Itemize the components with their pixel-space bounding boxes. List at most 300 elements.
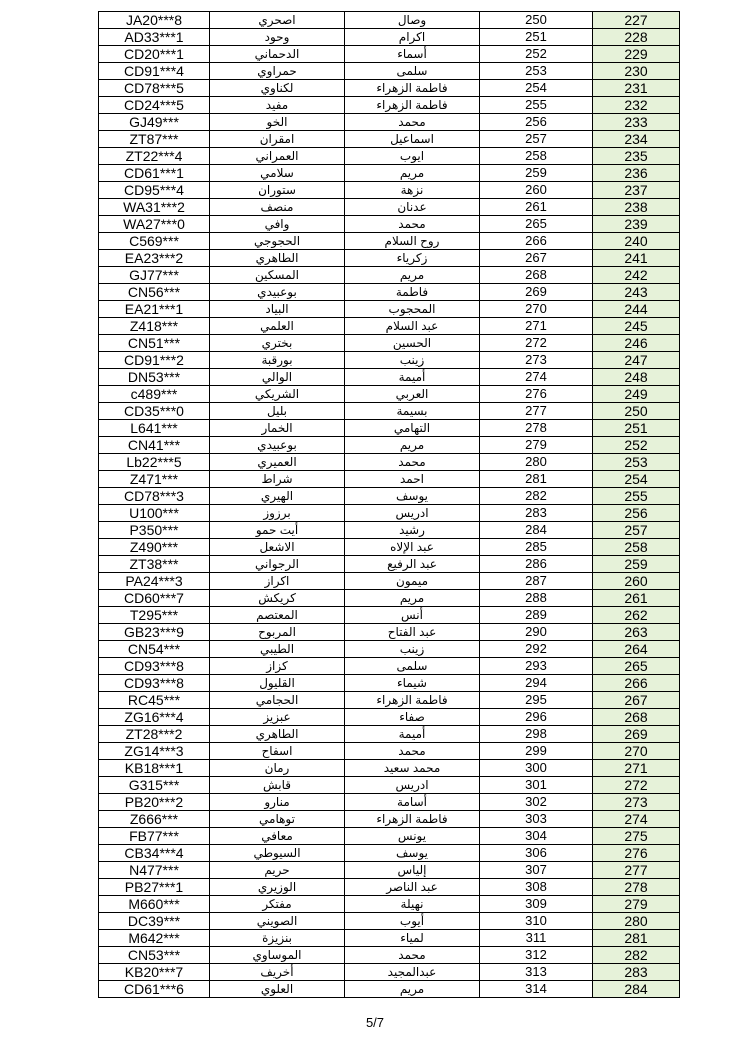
index-cell: 242 — [593, 267, 680, 284]
first-name-cell: أنس — [345, 607, 480, 624]
first-name-cell: محمد سعيد — [345, 760, 480, 777]
last-name-cell: الشريكي — [210, 386, 345, 403]
code-cell: FB77*** — [99, 828, 210, 845]
table-row — [99, 539, 680, 556]
first-name-cell: أسماء — [345, 46, 480, 63]
number-cell: 306 — [480, 845, 593, 862]
number-cell: 314 — [480, 981, 593, 998]
number-cell: 288 — [480, 590, 593, 607]
table-row — [99, 522, 680, 539]
last-name-cell: الطاهري — [210, 726, 345, 743]
table-row — [99, 607, 680, 624]
first-name-cell: نزهة — [345, 182, 480, 199]
code-cell: Z666*** — [99, 811, 210, 828]
code-cell: CD20***1 — [99, 46, 210, 63]
index-cell: 265 — [593, 658, 680, 675]
first-name-cell: الحسين — [345, 335, 480, 352]
table-row — [99, 165, 680, 182]
index-cell: 248 — [593, 369, 680, 386]
last-name-cell: وحود — [210, 29, 345, 46]
number-cell: 298 — [480, 726, 593, 743]
index-cell: 269 — [593, 726, 680, 743]
table-row — [99, 488, 680, 505]
table-row — [99, 63, 680, 80]
code-cell: PB27***1 — [99, 879, 210, 896]
number-cell: 283 — [480, 505, 593, 522]
table-row — [99, 250, 680, 267]
candidates-table — [98, 11, 680, 998]
number-cell: 276 — [480, 386, 593, 403]
last-name-cell: الهيري — [210, 488, 345, 505]
first-name-cell: ايوب — [345, 148, 480, 165]
code-cell: CD78***3 — [99, 488, 210, 505]
first-name-cell: محمد — [345, 216, 480, 233]
index-cell: 273 — [593, 794, 680, 811]
table-row — [99, 709, 680, 726]
first-name-cell: شيماء — [345, 675, 480, 692]
number-cell: 304 — [480, 828, 593, 845]
index-cell: 258 — [593, 539, 680, 556]
table-row — [99, 641, 680, 658]
number-cell: 277 — [480, 403, 593, 420]
index-cell: 284 — [593, 981, 680, 998]
index-cell: 257 — [593, 522, 680, 539]
last-name-cell: أيت حمو — [210, 522, 345, 539]
index-cell: 262 — [593, 607, 680, 624]
first-name-cell: مريم — [345, 267, 480, 284]
number-cell: 274 — [480, 369, 593, 386]
last-name-cell: الطيبي — [210, 641, 345, 658]
last-name-cell: بختري — [210, 335, 345, 352]
number-cell: 287 — [480, 573, 593, 590]
first-name-cell: يونس — [345, 828, 480, 845]
first-name-cell: يوسف — [345, 488, 480, 505]
number-cell: 280 — [480, 454, 593, 471]
last-name-cell: عبزيز — [210, 709, 345, 726]
number-cell: 269 — [480, 284, 593, 301]
table-row — [99, 437, 680, 454]
last-name-cell: لكناوي — [210, 80, 345, 97]
table-row — [99, 794, 680, 811]
last-name-cell: الصويني — [210, 913, 345, 930]
table-row — [99, 114, 680, 131]
table-row — [99, 913, 680, 930]
last-name-cell: الدحماني — [210, 46, 345, 63]
first-name-cell: إلياس — [345, 862, 480, 879]
index-cell: 256 — [593, 505, 680, 522]
table-row — [99, 403, 680, 420]
index-cell: 275 — [593, 828, 680, 845]
first-name-cell: أميمة — [345, 726, 480, 743]
table-row — [99, 743, 680, 760]
index-cell: 274 — [593, 811, 680, 828]
last-name-cell: المسكين — [210, 267, 345, 284]
code-cell: M642*** — [99, 930, 210, 947]
table-row — [99, 182, 680, 199]
code-cell: CD61***1 — [99, 165, 210, 182]
code-cell: T295*** — [99, 607, 210, 624]
code-cell: CD95***4 — [99, 182, 210, 199]
code-cell: G315*** — [99, 777, 210, 794]
index-cell: 236 — [593, 165, 680, 182]
last-name-cell: المربوح — [210, 624, 345, 641]
first-name-cell: ميمون — [345, 573, 480, 590]
table-row — [99, 216, 680, 233]
first-name-cell: اكرام — [345, 29, 480, 46]
last-name-cell: القليول — [210, 675, 345, 692]
table-row — [99, 930, 680, 947]
number-cell: 251 — [480, 29, 593, 46]
table-row — [99, 675, 680, 692]
code-cell: CD78***5 — [99, 80, 210, 97]
table-row — [99, 420, 680, 437]
code-cell: ZG16***4 — [99, 709, 210, 726]
last-name-cell: بوعبيدي — [210, 437, 345, 454]
first-name-cell: احمد — [345, 471, 480, 488]
code-cell: GJ77*** — [99, 267, 210, 284]
index-cell: 251 — [593, 420, 680, 437]
index-cell: 279 — [593, 896, 680, 913]
code-cell: GJ49*** — [99, 114, 210, 131]
first-name-cell: رشيد — [345, 522, 480, 539]
last-name-cell: بورقبة — [210, 352, 345, 369]
last-name-cell: المعتصم — [210, 607, 345, 624]
last-name-cell: اكراز — [210, 573, 345, 590]
code-cell: Lb22***5 — [99, 454, 210, 471]
table-row — [99, 590, 680, 607]
number-cell: 281 — [480, 471, 593, 488]
number-cell: 260 — [480, 182, 593, 199]
last-name-cell: كريكش — [210, 590, 345, 607]
code-cell: CD61***6 — [99, 981, 210, 998]
code-cell: WA27***0 — [99, 216, 210, 233]
last-name-cell: مفيد — [210, 97, 345, 114]
code-cell: ZT22***4 — [99, 148, 210, 165]
number-cell: 309 — [480, 896, 593, 913]
code-cell: KB20***7 — [99, 964, 210, 981]
first-name-cell: المحجوب — [345, 301, 480, 318]
last-name-cell: بنزيزة — [210, 930, 345, 947]
code-cell: CD24***5 — [99, 97, 210, 114]
candidates-table-body — [99, 12, 680, 998]
first-name-cell: فاطمة الزهراء — [345, 811, 480, 828]
last-name-cell: حريم — [210, 862, 345, 879]
index-cell: 238 — [593, 199, 680, 216]
table-row — [99, 811, 680, 828]
index-cell: 263 — [593, 624, 680, 641]
first-name-cell: عبد الرفيع — [345, 556, 480, 573]
code-cell: ZT28***2 — [99, 726, 210, 743]
index-cell: 243 — [593, 284, 680, 301]
number-cell: 272 — [480, 335, 593, 352]
last-name-cell: الحجامي — [210, 692, 345, 709]
last-name-cell: العلمي — [210, 318, 345, 335]
first-name-cell: عبد الفتاح — [345, 624, 480, 641]
index-cell: 250 — [593, 403, 680, 420]
first-name-cell: أسامة — [345, 794, 480, 811]
last-name-cell: منصف — [210, 199, 345, 216]
last-name-cell: العمراني — [210, 148, 345, 165]
index-cell: 246 — [593, 335, 680, 352]
table-row — [99, 879, 680, 896]
number-cell: 310 — [480, 913, 593, 930]
first-name-cell: زكرياء — [345, 250, 480, 267]
last-name-cell: العميري — [210, 454, 345, 471]
last-name-cell: مفتكر — [210, 896, 345, 913]
index-cell: 230 — [593, 63, 680, 80]
number-cell: 273 — [480, 352, 593, 369]
table-row — [99, 199, 680, 216]
number-cell: 294 — [480, 675, 593, 692]
table-row — [99, 573, 680, 590]
index-cell: 278 — [593, 879, 680, 896]
last-name-cell: امقران — [210, 131, 345, 148]
index-cell: 270 — [593, 743, 680, 760]
first-name-cell: روح السلام — [345, 233, 480, 250]
last-name-cell: توهامي — [210, 811, 345, 828]
last-name-cell: كزاز — [210, 658, 345, 675]
first-name-cell: سلمى — [345, 63, 480, 80]
first-name-cell: صفاء — [345, 709, 480, 726]
table-row — [99, 80, 680, 97]
index-cell: 260 — [593, 573, 680, 590]
index-cell: 276 — [593, 845, 680, 862]
first-name-cell: عبدالمجيد — [345, 964, 480, 981]
code-cell: N477*** — [99, 862, 210, 879]
index-cell: 264 — [593, 641, 680, 658]
code-cell: CD93***8 — [99, 675, 210, 692]
number-cell: 303 — [480, 811, 593, 828]
table-row — [99, 233, 680, 250]
number-cell: 252 — [480, 46, 593, 63]
table-row — [99, 386, 680, 403]
last-name-cell: العلوي — [210, 981, 345, 998]
index-cell: 234 — [593, 131, 680, 148]
number-cell: 295 — [480, 692, 593, 709]
first-name-cell: محمد — [345, 947, 480, 964]
code-cell: CD93***8 — [99, 658, 210, 675]
table-row — [99, 845, 680, 862]
index-cell: 231 — [593, 80, 680, 97]
index-cell: 227 — [593, 12, 680, 29]
first-name-cell: وصال — [345, 12, 480, 29]
code-cell: M660*** — [99, 896, 210, 913]
last-name-cell: شراط — [210, 471, 345, 488]
first-name-cell: مريم — [345, 437, 480, 454]
table-row — [99, 896, 680, 913]
first-name-cell: مريم — [345, 981, 480, 998]
table-row — [99, 301, 680, 318]
last-name-cell: الاشعل — [210, 539, 345, 556]
table-row — [99, 352, 680, 369]
first-name-cell: يوسف — [345, 845, 480, 862]
table-row — [99, 97, 680, 114]
code-cell: U100*** — [99, 505, 210, 522]
number-cell: 286 — [480, 556, 593, 573]
first-name-cell: عدنان — [345, 199, 480, 216]
number-cell: 255 — [480, 97, 593, 114]
last-name-cell: الموساوي — [210, 947, 345, 964]
number-cell: 290 — [480, 624, 593, 641]
number-cell: 285 — [480, 539, 593, 556]
index-cell: 261 — [593, 590, 680, 607]
number-cell: 289 — [480, 607, 593, 624]
table-row — [99, 692, 680, 709]
index-cell: 282 — [593, 947, 680, 964]
first-name-cell: بسيمة — [345, 403, 480, 420]
first-name-cell: عبد السلام — [345, 318, 480, 335]
table-row — [99, 471, 680, 488]
index-cell: 283 — [593, 964, 680, 981]
first-name-cell: محمد — [345, 114, 480, 131]
first-name-cell: لمياء — [345, 930, 480, 947]
code-cell: PB20***2 — [99, 794, 210, 811]
index-cell: 249 — [593, 386, 680, 403]
code-cell: CB34***4 — [99, 845, 210, 862]
table-row — [99, 947, 680, 964]
last-name-cell: الوالي — [210, 369, 345, 386]
index-cell: 228 — [593, 29, 680, 46]
number-cell: 268 — [480, 267, 593, 284]
table-row — [99, 454, 680, 471]
code-cell: JA20***8 — [99, 12, 210, 29]
last-name-cell: بوعبيدي — [210, 284, 345, 301]
number-cell: 282 — [480, 488, 593, 505]
number-cell: 265 — [480, 216, 593, 233]
first-name-cell: محمد — [345, 743, 480, 760]
number-cell: 254 — [480, 80, 593, 97]
first-name-cell: فاطمة الزهراء — [345, 80, 480, 97]
code-cell: Z490*** — [99, 539, 210, 556]
first-name-cell: فاطمة — [345, 284, 480, 301]
code-cell: DC39*** — [99, 913, 210, 930]
number-cell: 299 — [480, 743, 593, 760]
table-row — [99, 981, 680, 998]
code-cell: ZG14***3 — [99, 743, 210, 760]
table-row — [99, 556, 680, 573]
table-row — [99, 777, 680, 794]
table-row — [99, 369, 680, 386]
first-name-cell: نهيلة — [345, 896, 480, 913]
number-cell: 257 — [480, 131, 593, 148]
table-row — [99, 148, 680, 165]
code-cell: CD35***0 — [99, 403, 210, 420]
code-cell: Z471*** — [99, 471, 210, 488]
table-row — [99, 46, 680, 63]
last-name-cell: وافي — [210, 216, 345, 233]
index-cell: 277 — [593, 862, 680, 879]
index-cell: 229 — [593, 46, 680, 63]
table-row — [99, 505, 680, 522]
code-cell: ZT38*** — [99, 556, 210, 573]
first-name-cell: زينب — [345, 641, 480, 658]
code-cell: c489*** — [99, 386, 210, 403]
first-name-cell: عبد الناصر — [345, 879, 480, 896]
code-cell: KB18***1 — [99, 760, 210, 777]
table-row — [99, 862, 680, 879]
first-name-cell: اسماعيل — [345, 131, 480, 148]
number-cell: 296 — [480, 709, 593, 726]
table-row — [99, 12, 680, 29]
code-cell: CN56*** — [99, 284, 210, 301]
last-name-cell: قابش — [210, 777, 345, 794]
code-cell: C569*** — [99, 233, 210, 250]
last-name-cell: ستوران — [210, 182, 345, 199]
code-cell: CN41*** — [99, 437, 210, 454]
number-cell: 307 — [480, 862, 593, 879]
last-name-cell: الرجواني — [210, 556, 345, 573]
first-name-cell: مريم — [345, 165, 480, 182]
number-cell: 256 — [480, 114, 593, 131]
number-cell: 271 — [480, 318, 593, 335]
code-cell: GB23***9 — [99, 624, 210, 641]
table-row — [99, 726, 680, 743]
index-cell: 253 — [593, 454, 680, 471]
code-cell: CN51*** — [99, 335, 210, 352]
code-cell: CD91***2 — [99, 352, 210, 369]
first-name-cell: عبد الإلاه — [345, 539, 480, 556]
first-name-cell: ادريس — [345, 505, 480, 522]
index-cell: 272 — [593, 777, 680, 794]
first-name-cell: فاطمة الزهراء — [345, 97, 480, 114]
index-cell: 266 — [593, 675, 680, 692]
code-cell: DN53*** — [99, 369, 210, 386]
last-name-cell: السيوطي — [210, 845, 345, 862]
number-cell: 312 — [480, 947, 593, 964]
first-name-cell: مريم — [345, 590, 480, 607]
table-row — [99, 284, 680, 301]
first-name-cell: سلمى — [345, 658, 480, 675]
first-name-cell: أيوب — [345, 913, 480, 930]
table-row — [99, 964, 680, 981]
number-cell: 292 — [480, 641, 593, 658]
last-name-cell: الطاهري — [210, 250, 345, 267]
last-name-cell: الحجوجي — [210, 233, 345, 250]
number-cell: 266 — [480, 233, 593, 250]
first-name-cell: فاطمة الزهراء — [345, 692, 480, 709]
index-cell: 233 — [593, 114, 680, 131]
number-cell: 308 — [480, 879, 593, 896]
index-cell: 247 — [593, 352, 680, 369]
last-name-cell: اسفاح — [210, 743, 345, 760]
index-cell: 255 — [593, 488, 680, 505]
code-cell: EA23***2 — [99, 250, 210, 267]
table-row — [99, 828, 680, 845]
code-cell: Z418*** — [99, 318, 210, 335]
number-cell: 270 — [480, 301, 593, 318]
code-cell: L641*** — [99, 420, 210, 437]
last-name-cell: حمراوي — [210, 63, 345, 80]
index-cell: 237 — [593, 182, 680, 199]
code-cell: EA21***1 — [99, 301, 210, 318]
table-row — [99, 131, 680, 148]
table-row — [99, 760, 680, 777]
number-cell: 258 — [480, 148, 593, 165]
first-name-cell: أميمة — [345, 369, 480, 386]
last-name-cell: سلامي — [210, 165, 345, 182]
table-row — [99, 658, 680, 675]
code-cell: PA24***3 — [99, 573, 210, 590]
first-name-cell: ادريس — [345, 777, 480, 794]
code-cell: RC45*** — [99, 692, 210, 709]
index-cell: 281 — [593, 930, 680, 947]
code-cell: WA31***2 — [99, 199, 210, 216]
code-cell: CN53*** — [99, 947, 210, 964]
last-name-cell: اصحري — [210, 12, 345, 29]
index-cell: 235 — [593, 148, 680, 165]
table-row — [99, 318, 680, 335]
table-row — [99, 624, 680, 641]
